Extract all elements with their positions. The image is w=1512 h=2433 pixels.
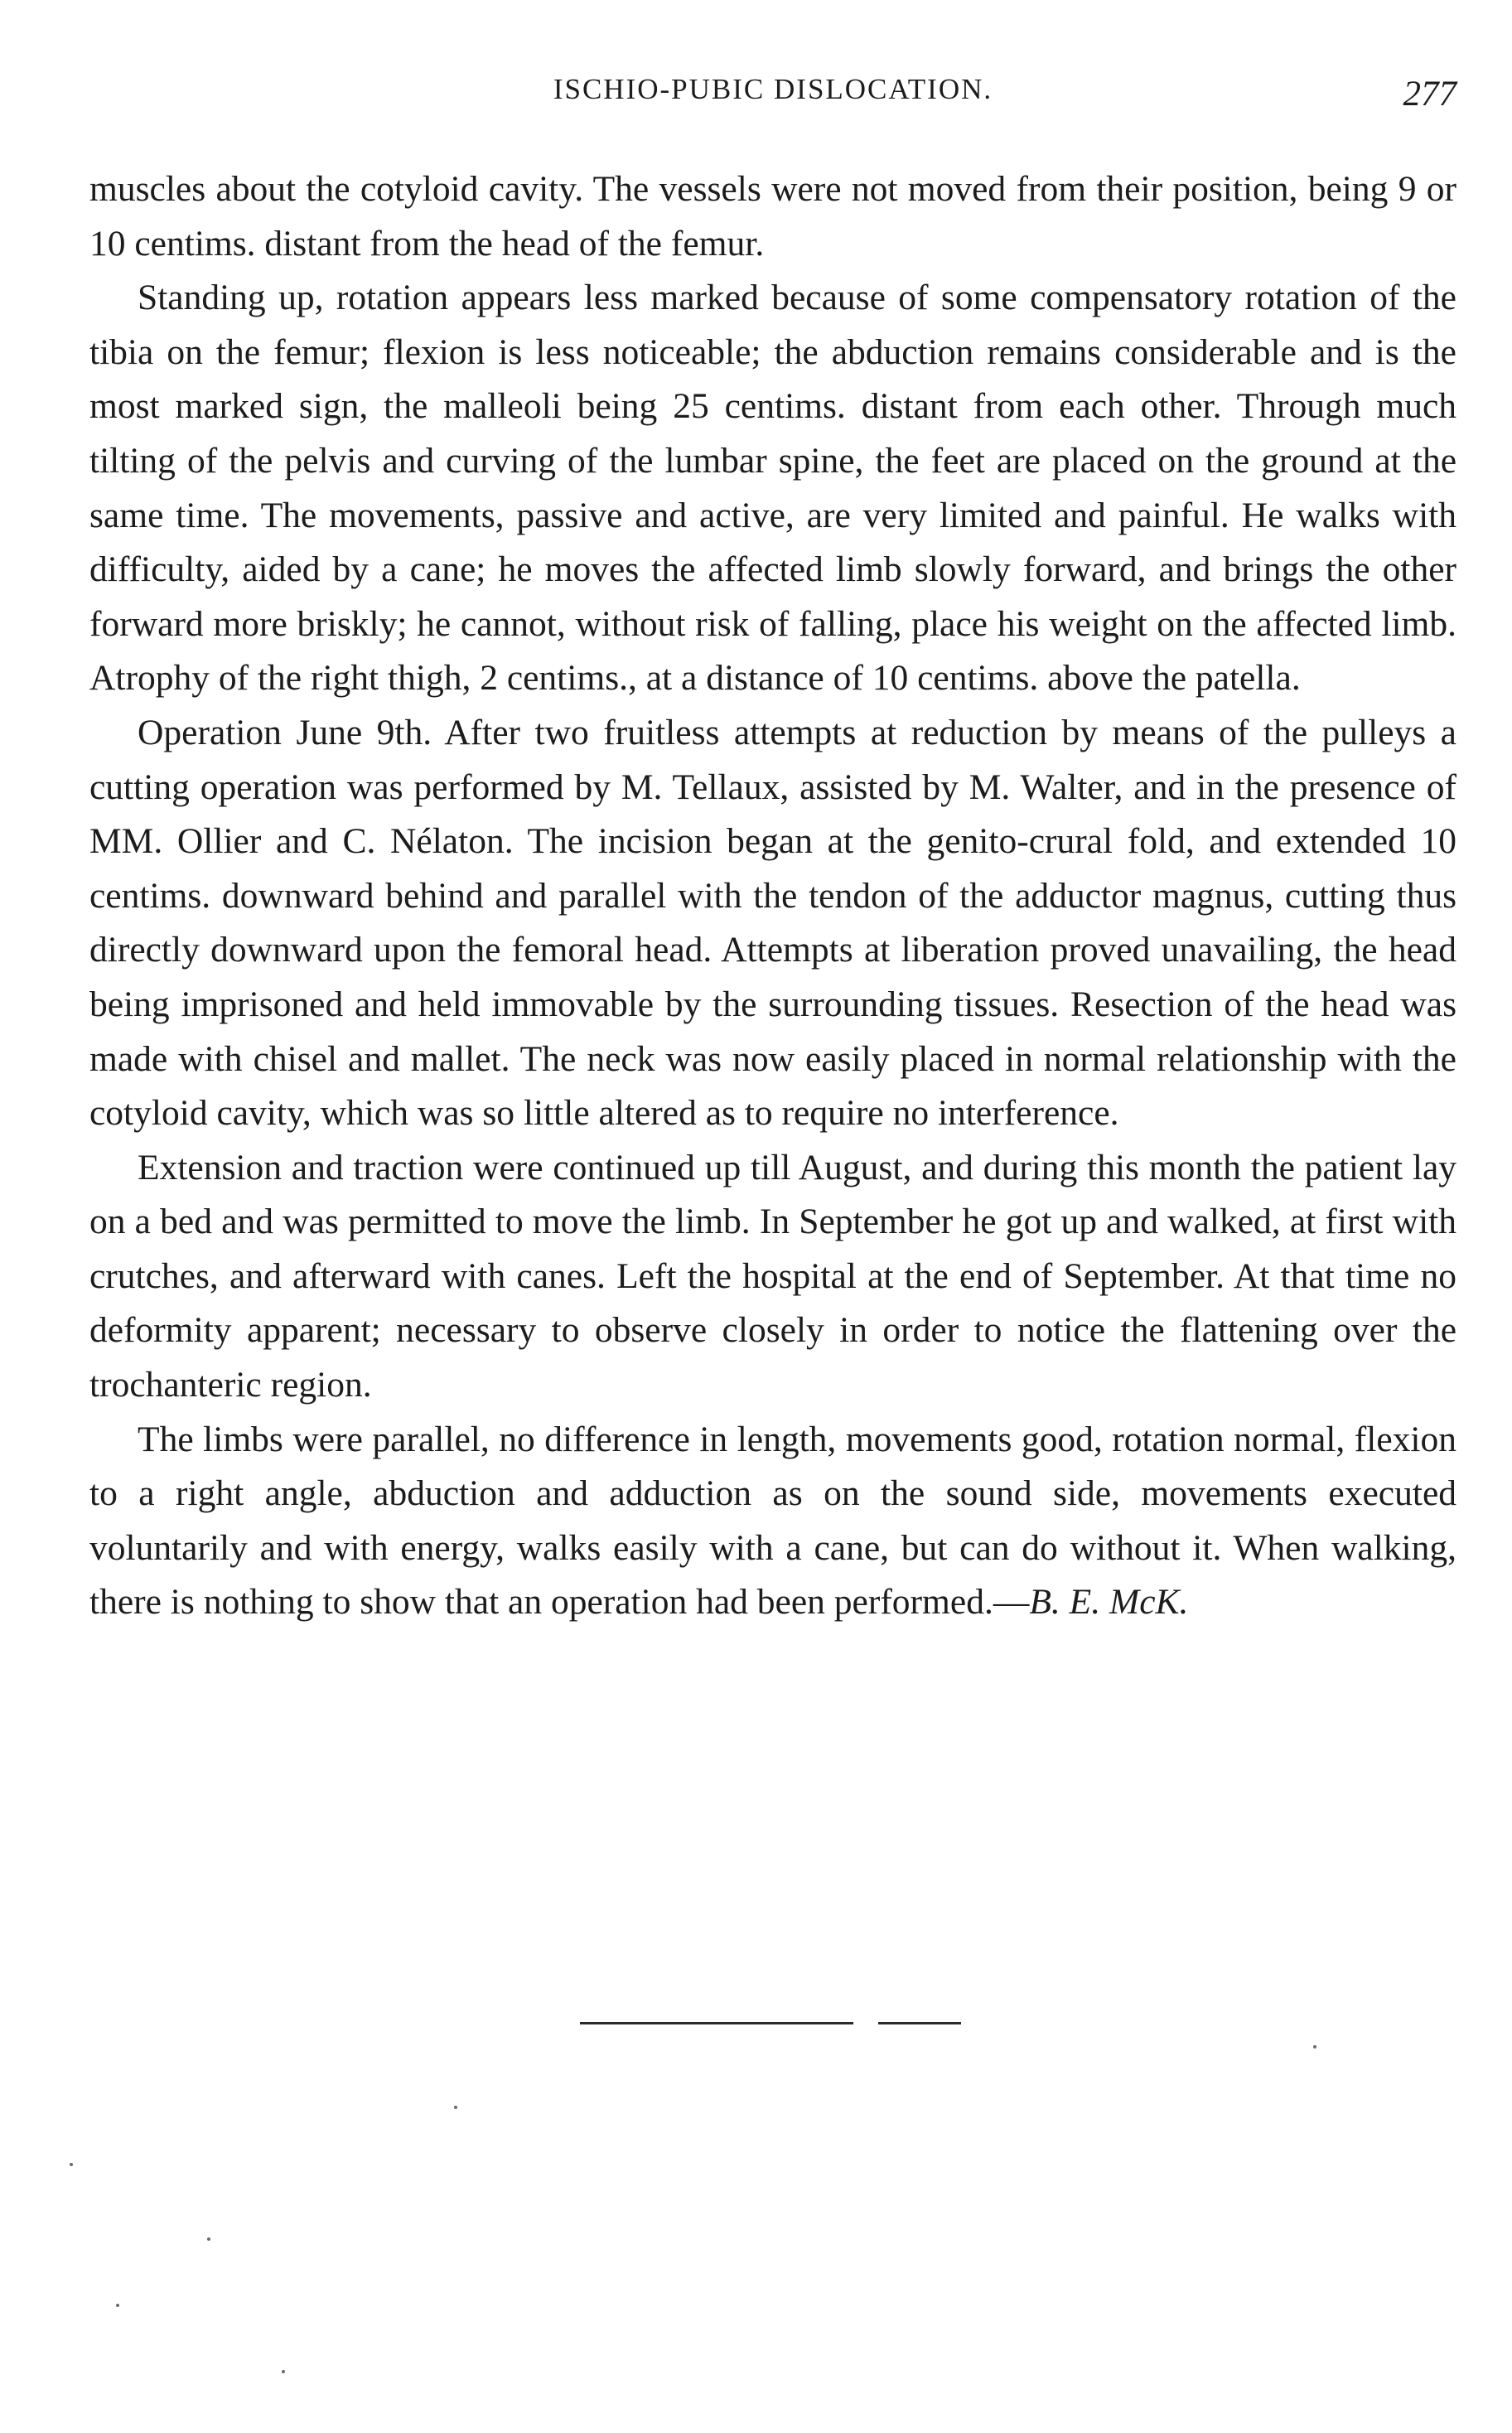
print-speck [207,2237,210,2241]
paragraph-outcome [89,1413,1456,1630]
author-signature: B. E. McK. [1029,1582,1189,1623]
rule-long [580,2022,853,2024]
page-number: 277 [1403,75,1456,114]
print-speck [70,2163,73,2166]
paragraph-extension: Extension and traction were continued up till August, and during this month the patient lay on a bed and was permitted to move the limb. In September he got up and walked, at first with crutches, and afterward with canes. Left the hospital at the end of September. At that time no deformity apparent; necessary to observe closely in order to notice the flattening over the trochanteric region. [89,1147,1456,1405]
running-title: ISCHIO-PUBIC DISLOCATION. [553,73,993,105]
paragraph-standing-up: Standing up, rotation appears less marked because of some compensatory rotation of the tibia on the femur; flexion is less noticeable; the abduction remains considerable and is the most marked sign, the malleoli being 25 centims. distant from each other. Through much tilting of the pelvis and curving of the lumbar spine, the feet are placed on the ground at the same time. The movements, passive and active, are very limited and painful. He walks with difficulty, aided by a cane; he moves the affected limb slowly forward, and brings the other forward more briskly; he cannot, without risk of falling, place his weight on the affected limb. Atrophy of the right thigh, 2 centims., at a distance of 10 centims. above the patella. [89,278,1456,699]
print-speck [1313,2045,1316,2048]
print-speck [454,2106,457,2109]
outcome-text: The limbs were parallel, no difference in length, movements good, rotation normal, flexion to a right angle, abduction and adduction as on the sound side, movements executed voluntarily and with energy, walks easily with a cane, but can do without it. When walking, there is nothing to show that an operation had been performed.— [89,1419,1456,1623]
print-speck [116,2304,119,2307]
paragraph-operation: Operation June 9th. After two fruitless attempts at reduction by means of the pulleys a cutting operation was performed by M. Tellaux, assisted by M. Walter, and in the presence of MM. Ollier and C. Nélaton. The incision began at the genito-crural fold, and extended 10 centims. downward behind and parallel with the tendon of the adductor magnus, cutting thus directly downward upon the femoral head. Attempts at liberation proved unavailing, the head being imprisoned and held immovable by the surrounding tissues. Resection of the head was made with chisel and mallet. The neck was now easily placed in normal relationship with the cotyloid cavity, which was so little altered as to require no interference. [89,712,1456,1134]
paragraph-continuation: muscles about the cotyloid cavity. The vessels were not moved from their position, being 9 or 10 centims. distant from the head of the femur. [89,169,1456,264]
running-head [89,65,1456,114]
body-text [89,162,1456,1630]
rule-short [878,2022,961,2024]
print-speck [282,2370,285,2373]
section-end-rule [580,2022,961,2025]
